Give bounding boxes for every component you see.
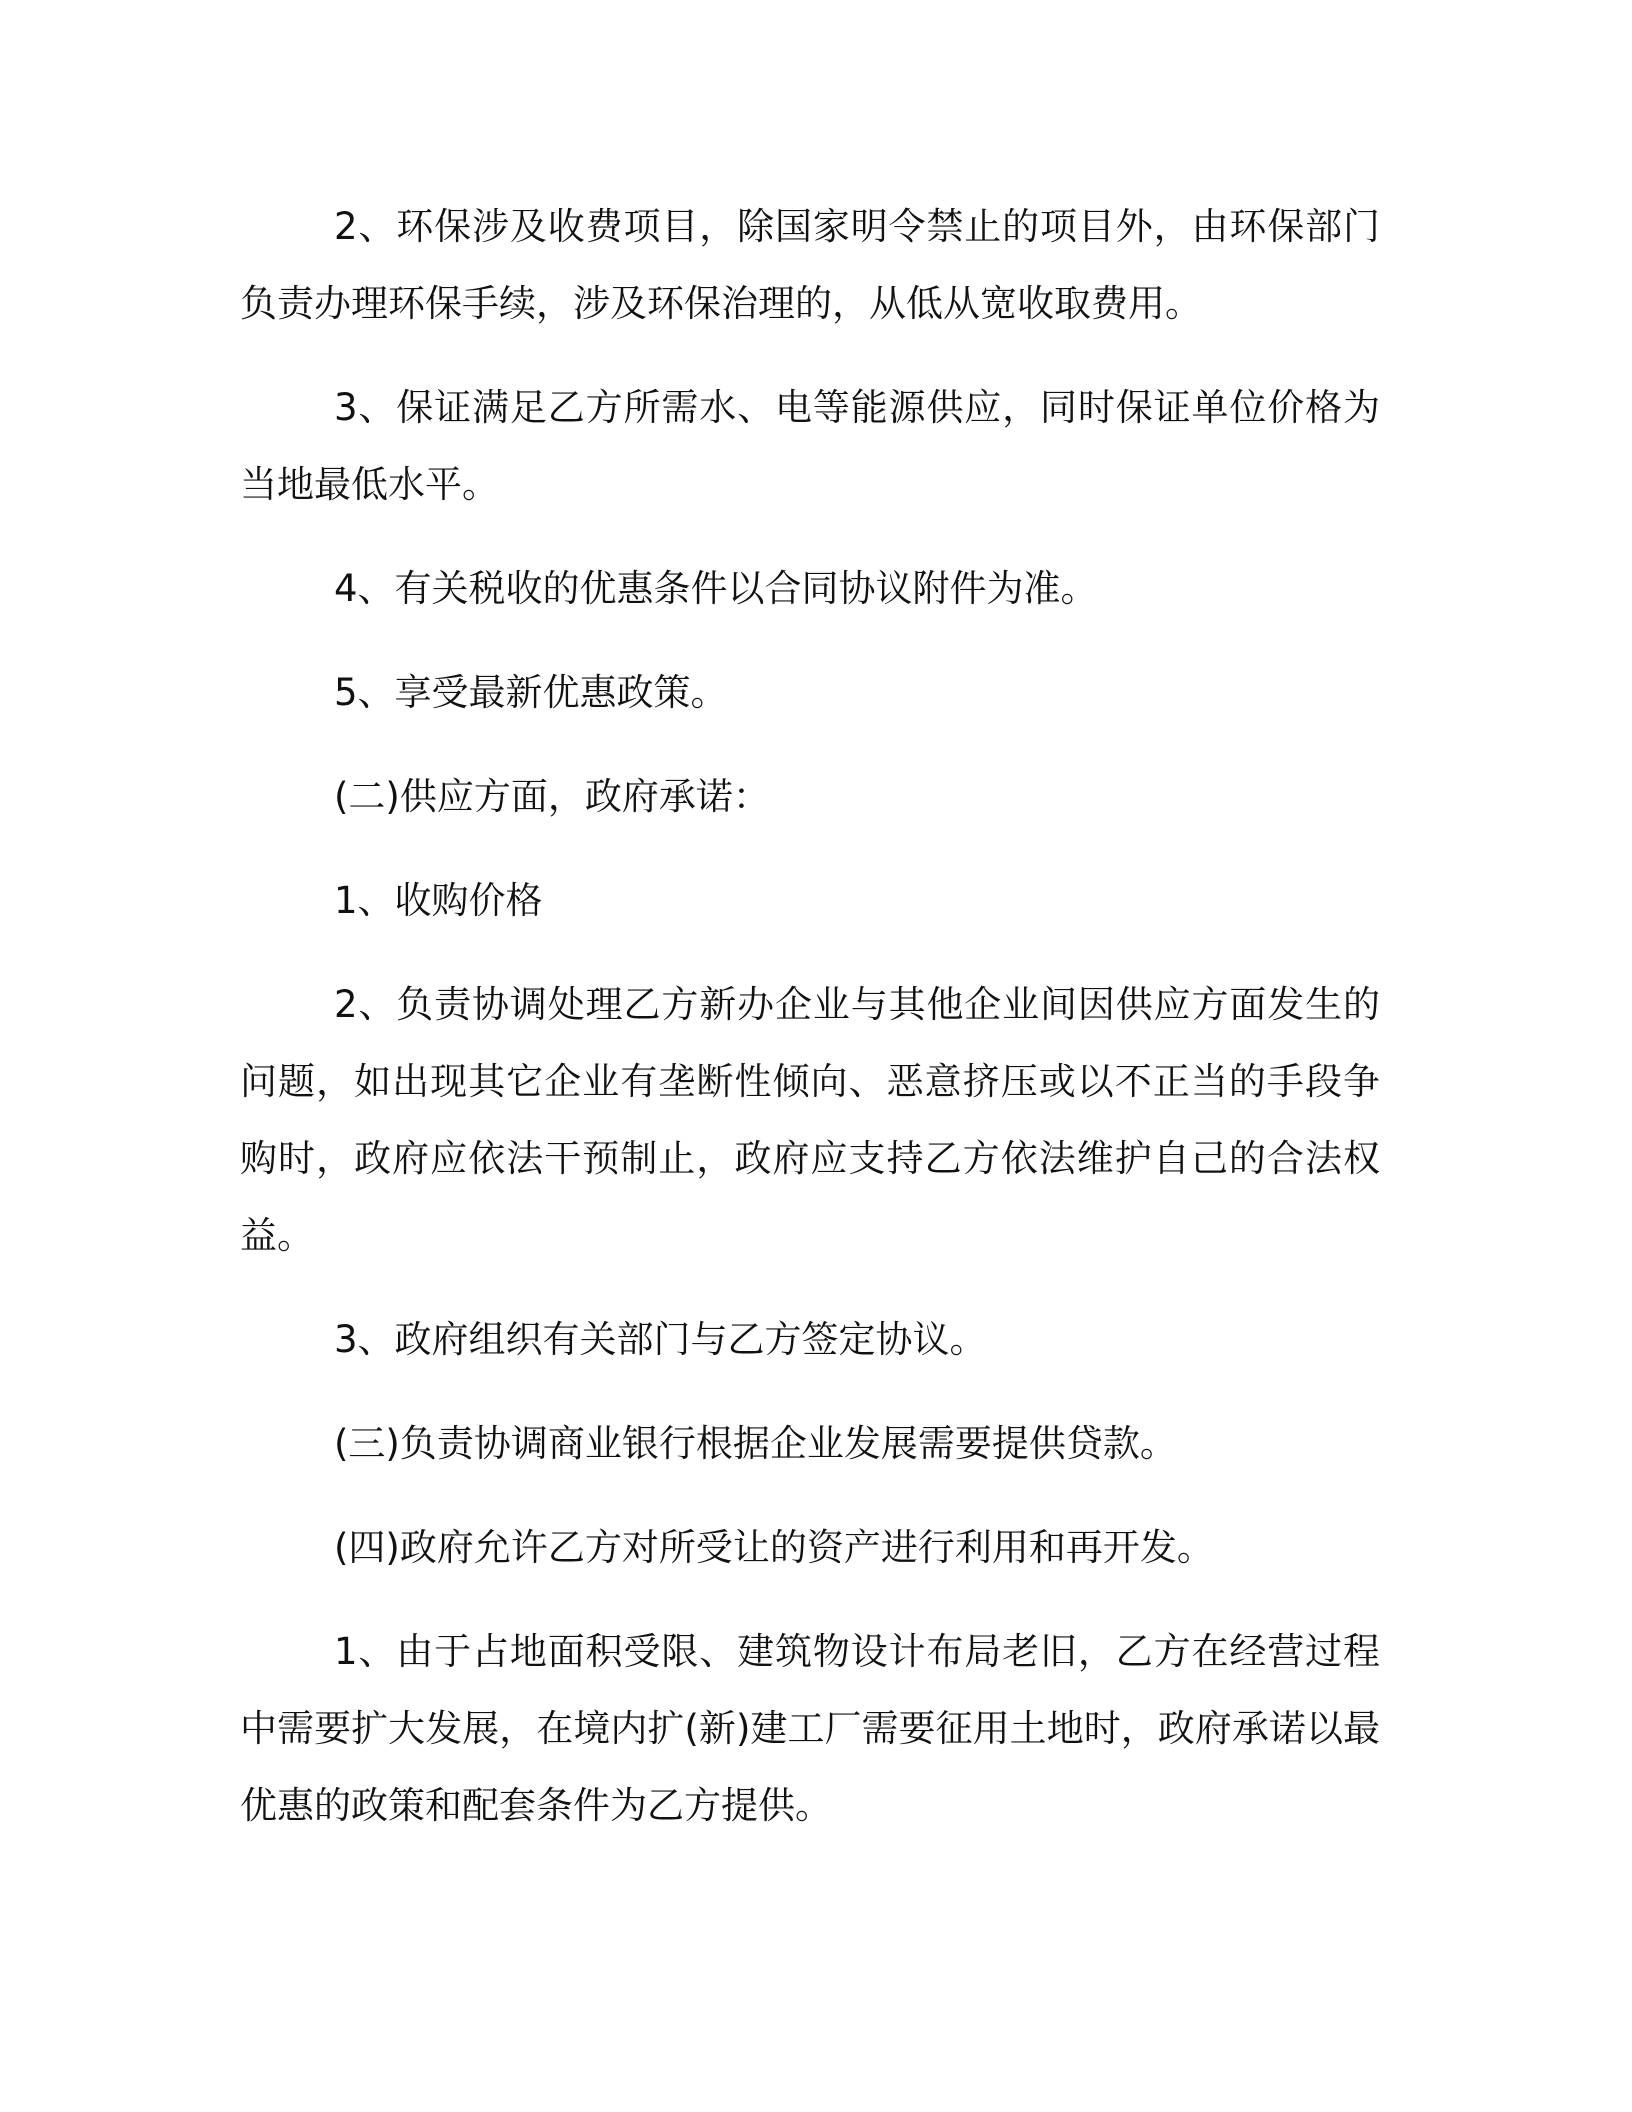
paragraph-item-4-tax-benefits: 4、有关税收的优惠条件以合同协议附件为准。 — [334, 567, 1098, 610]
section-heading-asset-use: (四)政府允许乙方对所受让的资产进行利用和再开发。 — [334, 1526, 1214, 1569]
paragraph-item-1-land-expansion: 1、由于占地面积受限、建筑物设计布局老旧，乙方在经营过程中需要扩大发展，在境内扩(新)建工厂需要征用土地时，政府承诺以最优惠的政策和配套条件为乙方提供。 — [240, 1630, 1380, 1827]
paragraph-item-1-purchase-price: 1、收购价格 — [334, 879, 543, 922]
paragraph-item-3-energy-supply: 3、保证满足乙方所需水、电等能源供应，同时保证单位价格为当地最低水平。 — [240, 386, 1380, 506]
paragraph-item-2-coordination: 2、负责协调处理乙方新办企业与其他企业间因供应方面发生的问题，如出现其它企业有垄断性倾向、恶意挤压或以不正当的手段争购时，政府应依法干预制止，政府应支持乙方依法维护自己的合法权益。 — [240, 983, 1380, 1257]
paragraph-item-5-latest-policy: 5、享受最新优惠政策。 — [334, 671, 728, 714]
section-heading-bank-loans: (三)负责协调商业银行根据企业发展需要提供贷款。 — [334, 1422, 1177, 1465]
section-heading-supply: (二)供应方面，政府承诺： — [334, 775, 770, 818]
document-body — [240, 188, 1380, 1871]
paragraph-item-2-environmental-fees: 2、环保涉及收费项目，除国家明令禁止的项目外，由环保部门负责办理环保手续，涉及环保治理的，从低从宽收取费用。 — [240, 205, 1380, 325]
paragraph-item-3-agreement: 3、政府组织有关部门与乙方签定协议。 — [334, 1318, 987, 1361]
